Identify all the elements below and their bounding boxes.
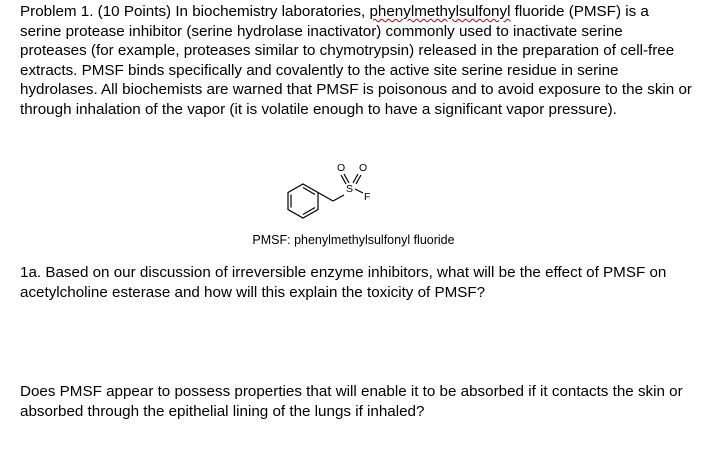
pmsf-structure-diagram <box>276 158 386 220</box>
methylene-sulfonyl-bonds <box>318 174 363 201</box>
question-absorption: Does PMSF appear to possess properties that will enable it to be absorbed if it contacts the skin or absorbed through the epithelial lining of the lungs if inhaled? <box>20 383 683 420</box>
question-1a: 1a. Based on our discussion of irreversible enzyme inhibitors, what will be the effect of PMSF on acetylcholine esterase and how will this explain the toxicity of PMSF? <box>20 264 667 301</box>
benzene-ring <box>288 184 318 218</box>
problem-statement <box>20 2 692 120</box>
oxygen-atom-right: O <box>359 162 368 174</box>
structure-caption: PMSF: phenylmethylsulfonyl fluoride <box>252 233 455 247</box>
fluorine-atom: F <box>364 191 371 203</box>
sulfur-atom: S <box>346 183 354 195</box>
spellcheck-flagged-word: phenylmethylsulfonyl <box>369 3 511 20</box>
oxygen-atom-left: O <box>337 162 346 174</box>
problem-text-rest: fluoride (PMSF) is a serine protease inhibitor (serine hydrolase inactivator) commonly used to inactivate serine proteases (for example, proteases similar to chymotrypsin) released in the preparation of cell-free extracts. PMSF binds specifically and covalently to the active site serine residue in serine hydrolases. All biochemists are warned that PMSF is poisonous and to avoid exposure to the skin or through inhalation of the vapor (it is volatile enough to have a significant vapor pressure). <box>20 3 692 118</box>
problem-text-start: Problem 1. (10 Points) In biochemistry laboratories, <box>20 3 370 20</box>
